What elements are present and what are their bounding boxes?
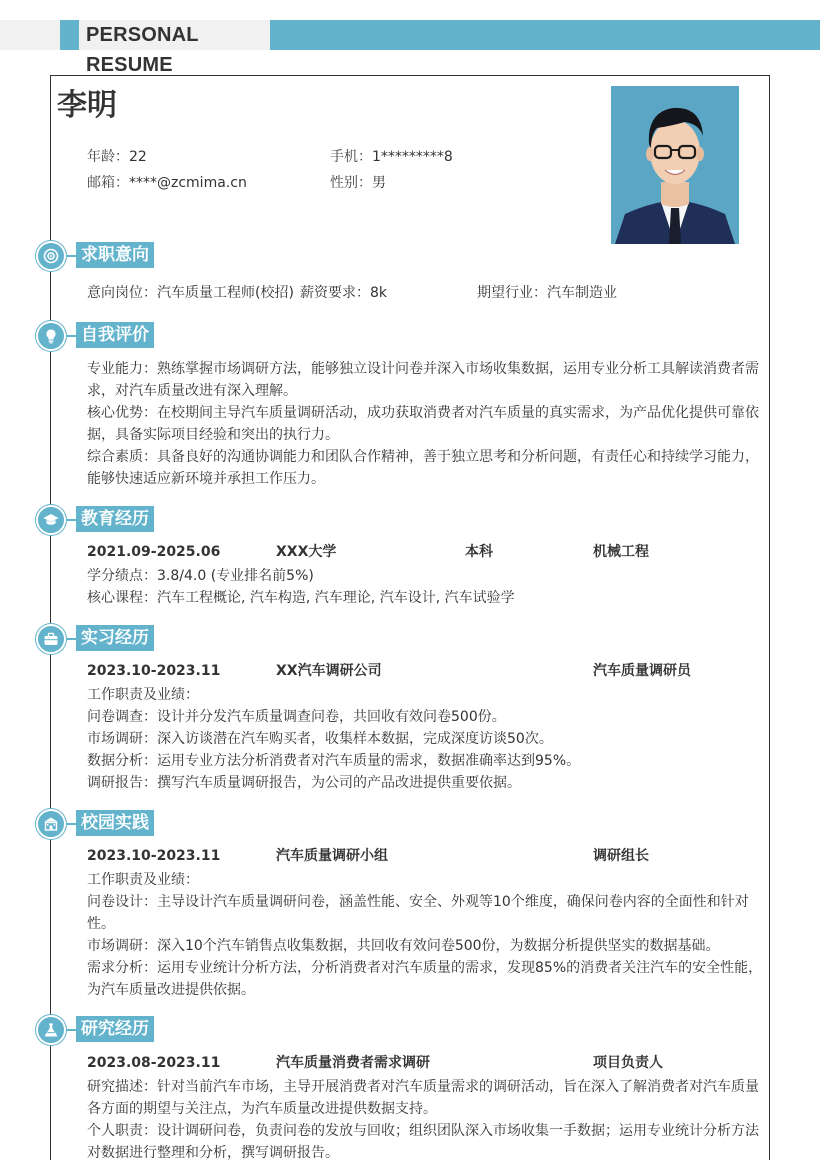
internship-org: XX汽车调研公司 bbox=[276, 663, 382, 679]
research-period: 2023.08-2023.11 bbox=[87, 1055, 221, 1071]
gender-value: 男 bbox=[372, 175, 386, 191]
text-line: 专业能力：熟练掌握市场调研方法，能够独立设计问卷并深入市场收集数据，运用专业分析工具解读消费者需 bbox=[87, 361, 759, 377]
phone-value: 1*********8 bbox=[372, 149, 453, 165]
section-connector bbox=[66, 1029, 76, 1031]
header-band-accent-left bbox=[60, 20, 79, 50]
text-line: 问卷调查：设计并分发汽车质量调查问卷，共回收有效问卷500份。 bbox=[87, 709, 506, 725]
internship-period: 2023.10-2023.11 bbox=[87, 663, 221, 679]
section-connector bbox=[66, 638, 76, 640]
text-line: 据，具备实际项目经验和突出的执行力。 bbox=[87, 427, 339, 443]
campus-role: 调研组长 bbox=[593, 848, 649, 864]
education-details bbox=[87, 565, 767, 609]
text-line: 核心优势：在校期间主导汽车质量调研活动，成功获取消费者对汽车质量的真实需求，为产品优化提供可靠依 bbox=[87, 405, 759, 421]
section-title-intent: 求职意向 bbox=[76, 242, 154, 268]
phone-label: 手机： bbox=[330, 149, 372, 165]
section-connector bbox=[66, 519, 76, 521]
text-line: 工作职责及业绩： bbox=[87, 872, 199, 888]
text-line: 能够快速适应新环境并承担工作压力。 bbox=[87, 471, 325, 487]
text-line: 综合素质：具备良好的沟通协调能力和团队合作精神，善于独立思考和分析问题，有责任心和持续学习能力， bbox=[87, 449, 759, 465]
text-line: 需求分析：运用专业统计分析方法，分析消费者对汽车质量的需求，发现85%的消费者关注汽车的安全性能， bbox=[87, 960, 763, 976]
text-line: 性。 bbox=[87, 916, 115, 932]
header-band-grey bbox=[0, 20, 60, 50]
text-line: 调研报告：撰写汽车质量调研报告，为公司的产品改进提供重要依据。 bbox=[87, 775, 521, 791]
research-project: 汽车质量消费者需求调研 bbox=[276, 1055, 430, 1071]
email-field bbox=[87, 173, 247, 193]
text-line: 市场调研：深入访谈潜在汽车购买者，收集样本数据，完成深度访谈50次。 bbox=[87, 731, 553, 747]
text-line: 各方面的期望与关注点，为汽车质量改进提供数据支持。 bbox=[87, 1101, 437, 1117]
text-line: 数据分析：运用专业方法分析消费者对汽车质量的需求，数据准确率达到95%。 bbox=[87, 753, 581, 769]
education-period: 2021.09-2025.06 bbox=[87, 544, 221, 560]
self-evaluation-text bbox=[87, 358, 767, 490]
candidate-name: 李明 bbox=[57, 88, 117, 123]
gender-field bbox=[330, 173, 386, 193]
text-line: 为汽车质量改进提供依据。 bbox=[87, 982, 255, 998]
age-label: 年龄： bbox=[87, 149, 129, 165]
text-line: 工作职责及业绩： bbox=[87, 687, 199, 703]
research-details bbox=[87, 1076, 767, 1160]
text-line: 研究描述：针对当前汽车市场，主导开展消费者对汽车质量需求的调研活动，旨在深入了解消费者对汽车质量 bbox=[87, 1079, 759, 1095]
section-title-internship: 实习经历 bbox=[76, 625, 154, 651]
text-line: 市场调研：深入10个汽车销售点收集数据，共回收有效问卷500份，为数据分析提供坚实的数据基础。 bbox=[87, 938, 720, 954]
internship-details bbox=[87, 684, 767, 794]
school-building-icon bbox=[36, 809, 66, 839]
section-title-research: 研究经历 bbox=[76, 1016, 154, 1042]
text-line: 对数据进行整理和分析，撰写调研报告。 bbox=[87, 1145, 339, 1160]
profile-photo bbox=[611, 86, 739, 244]
text-line: 求，对汽车质量改进有深入理解。 bbox=[87, 383, 297, 399]
text-line: 个人职责：设计调研问卷，负责问卷的发放与回收；组织团队深入市场收集一手数据；运用专业统计分析方法 bbox=[87, 1123, 759, 1139]
intent-industry: 期望行业：汽车制造业 bbox=[477, 285, 617, 301]
research-role: 项目负责人 bbox=[593, 1055, 663, 1071]
education-degree: 本科 bbox=[465, 544, 493, 560]
campus-period: 2023.10-2023.11 bbox=[87, 848, 221, 864]
intent-position: 意向岗位：汽车质量工程师(校招) bbox=[87, 285, 294, 301]
section-connector bbox=[66, 823, 76, 825]
intent-salary: 薪资要求：8k bbox=[300, 285, 388, 301]
education-school: XXX大学 bbox=[276, 544, 337, 560]
text-line: 核心课程：汽车工程概论, 汽车构造, 汽车理论, 汽车设计, 汽车试验学 bbox=[87, 590, 515, 606]
header-title: PERSONAL RESUME bbox=[79, 20, 270, 50]
section-title-self: 自我评价 bbox=[76, 322, 154, 348]
email-value: ****@zcmima.cn bbox=[129, 175, 247, 191]
target-icon bbox=[36, 241, 66, 271]
header-band-accent-right bbox=[270, 20, 820, 50]
flask-icon bbox=[36, 1015, 66, 1045]
briefcase-icon bbox=[36, 624, 66, 654]
bulb-icon bbox=[36, 321, 66, 351]
campus-details bbox=[87, 869, 767, 1001]
age-field bbox=[87, 147, 147, 167]
section-title-campus: 校园实践 bbox=[76, 810, 154, 836]
phone-field bbox=[330, 147, 453, 167]
text-line: 学分绩点：3.8/4.0 (专业排名前5%) bbox=[87, 568, 314, 584]
section-connector bbox=[66, 335, 76, 337]
internship-role: 汽车质量调研员 bbox=[593, 663, 691, 679]
campus-org: 汽车质量调研小组 bbox=[276, 848, 388, 864]
section-connector bbox=[66, 255, 76, 257]
age-value: 22 bbox=[129, 149, 147, 165]
email-label: 邮箱： bbox=[87, 175, 129, 191]
text-line: 问卷设计：主导设计汽车质量调研问卷，涵盖性能、安全、外观等10个维度，确保问卷内容的全面性和针对 bbox=[87, 894, 749, 910]
education-major: 机械工程 bbox=[593, 544, 649, 560]
gender-label: 性别： bbox=[330, 175, 372, 191]
section-title-education: 教育经历 bbox=[76, 506, 154, 532]
graduation-cap-icon bbox=[36, 505, 66, 535]
